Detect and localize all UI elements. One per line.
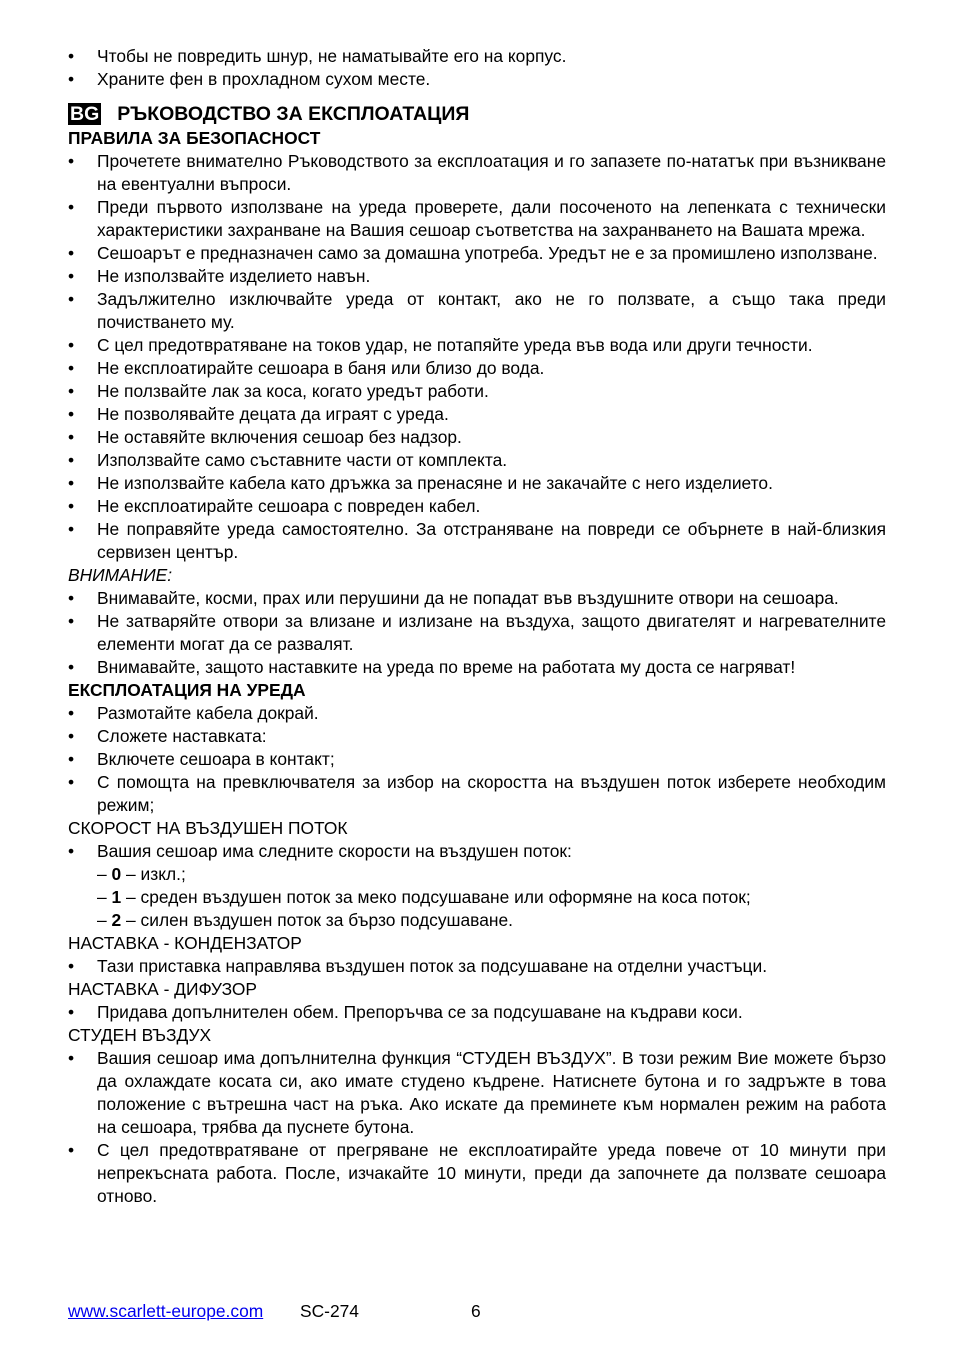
list-item: • Сложете наставката: bbox=[68, 726, 267, 746]
list-item: • Вашия сешоар има допълнителна функция “СТУДЕН ВЪЗДУХ”. В този режим Вие можете бързо да охлаждате косата си, ако имате студено къдрене. Натиснете бутона и го задръжте в това положение с вътрешна част на ръка. Ако искате да преминете към нормален режим на работа на сешоара, трябва да пуснете бутона. bbox=[68, 1048, 886, 1137]
list-item: • Прочетете внимателно Ръководството за експлоатация и го запазете по-нататък при възникване на евентуални въпроси. bbox=[68, 151, 886, 194]
attention-title: ВНИМАНИЕ: bbox=[68, 565, 173, 585]
list-item: • Не оставяйте включения сешоар без надзор. bbox=[68, 427, 462, 447]
bullet: • bbox=[68, 46, 75, 66]
bullet: • bbox=[68, 381, 75, 401]
list-item: • Вашия сешоар има следните скорости на въздушен поток: bbox=[68, 841, 572, 861]
bullet: • bbox=[68, 404, 75, 424]
speed-level: – 2 – силен въздушен поток за бързо подсушаване. bbox=[97, 910, 513, 930]
list-item: • Не използвайте изделието навън. bbox=[68, 266, 371, 286]
list-item: • Не експлоатирайте сешоара с повреден кабел. bbox=[68, 496, 481, 516]
list-item: • Използвайте само съставните части от комплекта. bbox=[68, 450, 508, 470]
list-item: • Тази приставка направлява въздушен поток за подсушаване на отделни участъци. bbox=[68, 956, 768, 976]
bullet: • bbox=[68, 197, 75, 217]
bullet: • bbox=[68, 358, 75, 378]
bullet: • bbox=[68, 611, 75, 631]
list-item: • Не използвайте кабела като дръжка за пренасяне и не закачайте с него изделието. bbox=[68, 473, 773, 493]
list-item: • Преди първото използване на уреда проверете, дали посоченото на лепенката с технически характеристики захранване на Вашия сешоар съответства на захранването на Вашата мрежа. bbox=[68, 197, 886, 240]
operation-title: ЕКСПЛОАТАЦИЯ НА УРЕДА bbox=[68, 680, 306, 700]
safety-title: ПРАВИЛА ЗА БЕЗОПАСНОСТ bbox=[68, 128, 321, 148]
bullet: • bbox=[68, 657, 75, 677]
list-item: • Чтобы не повредить шнур, не наматывайте его на корпус. bbox=[68, 46, 567, 66]
bullet: • bbox=[68, 69, 75, 89]
list-item: • Сешоарът е предназначен само за домашна употреба. Уредът не е за промишлено използване. bbox=[68, 243, 878, 263]
website-link[interactable]: www.scarlett-europe.com bbox=[68, 1301, 264, 1321]
attention-list bbox=[68, 587, 886, 679]
list-item: • Придава допълнителен обем. Препоръчва се за подсушаване на къдрави коси. bbox=[68, 1002, 743, 1022]
list-item: • Включете сешоара в контакт; bbox=[68, 749, 335, 769]
list-item: • Внимавайте, косми, прах или перушини да не попадат във въздушните отвори на сешоара. bbox=[68, 588, 839, 608]
bullet: • bbox=[68, 450, 75, 470]
operation-list bbox=[68, 702, 886, 817]
bullet: • bbox=[68, 151, 75, 171]
bullet: • bbox=[68, 519, 75, 539]
page-footer bbox=[68, 1300, 886, 1323]
bullet: • bbox=[68, 243, 75, 263]
list-item: • С цел предотвратяване на токов удар, не потапяйте уреда във вода или други течности. bbox=[68, 335, 813, 355]
bullet: • bbox=[68, 1048, 75, 1068]
list-item: • Не поправяйте уреда самостоятелно. За отстраняване на повреди се обърнете в най-близкия сервизен център. bbox=[68, 519, 886, 562]
bullet: • bbox=[68, 1002, 75, 1022]
safety-list bbox=[68, 150, 886, 564]
cold-air-title: СТУДЕН ВЪЗДУХ bbox=[68, 1025, 212, 1045]
speed-number: 0 bbox=[111, 864, 122, 884]
bullet: • bbox=[68, 496, 75, 516]
section-heading bbox=[68, 101, 886, 127]
list-item: • Не позволявайте децата да играят с уреда. bbox=[68, 404, 449, 424]
bullet: • bbox=[68, 473, 75, 493]
bullet: • bbox=[68, 427, 75, 447]
bullet: • bbox=[68, 749, 75, 769]
list-item: • Храните фен в прохладном сухом месте. bbox=[68, 69, 431, 89]
bullet: • bbox=[68, 1140, 75, 1160]
list-item: • Внимавайте, защото наставките на уреда по време на работата му доста се нагряват! bbox=[68, 657, 796, 677]
list-item: • Не затваряйте отвори за влизане и излизане на въздуха, защото двигателят и нагревателните елементи могат да се развалят. bbox=[68, 611, 886, 654]
speed-number: 1 bbox=[111, 887, 122, 907]
bullet: • bbox=[68, 266, 75, 286]
concentrator-title: НАСТАВКА - КОНДЕНЗАТОР bbox=[68, 933, 302, 953]
language-badge: BG bbox=[70, 103, 100, 125]
cold-air-list bbox=[68, 1047, 886, 1208]
bullet: • bbox=[68, 335, 75, 355]
heading-title: РЪКОВОДСТВО ЗА ЕКСПЛОАТАЦИЯ bbox=[117, 103, 470, 125]
model-number: SC-274 bbox=[300, 1301, 359, 1321]
bullet: • bbox=[68, 772, 75, 792]
page-number: 6 bbox=[471, 1301, 481, 1321]
list-item: • С помощта на превключвателя за избор на скоростта на въздушен поток изберете необходим режим; bbox=[68, 772, 886, 815]
speed-title: СКОРОСТ НА ВЪЗДУШЕН ПОТОК bbox=[68, 818, 348, 838]
list-item: • Задължително изключвайте уреда от контакт, ако не го ползвате, а също така преди почистването му. bbox=[68, 289, 886, 332]
document-page bbox=[68, 45, 886, 1208]
list-item: • Не експлоатирайте сешоара в баня или близо до вода. bbox=[68, 358, 545, 378]
speed-level: – 0 – изкл.; bbox=[97, 864, 186, 884]
speed-number: 2 bbox=[111, 910, 122, 930]
bullet: • bbox=[68, 956, 75, 976]
bullet: • bbox=[68, 841, 75, 861]
list-item: • Не ползвайте лак за коса, когато уредът работи. bbox=[68, 381, 489, 401]
bullet: • bbox=[68, 703, 75, 723]
bullet: • bbox=[68, 588, 75, 608]
list-item: • С цел предотвратяване от прегряване не експлоатирайте уреда повече от 10 минути при непрекъсната работа. После, изчакайте 10 минути, преди да започнете да ползвате сешоара отново. bbox=[68, 1140, 886, 1206]
list-item: • Размотайте кабела докрай. bbox=[68, 703, 319, 723]
bullet: • bbox=[68, 289, 75, 309]
diffuser-title: НАСТАВКА - ДИФУЗОР bbox=[68, 979, 258, 999]
speed-level: – 1 – среден въздушен поток за меко подсушаване или оформяне на коса поток; bbox=[97, 887, 751, 907]
bullet: • bbox=[68, 726, 75, 746]
